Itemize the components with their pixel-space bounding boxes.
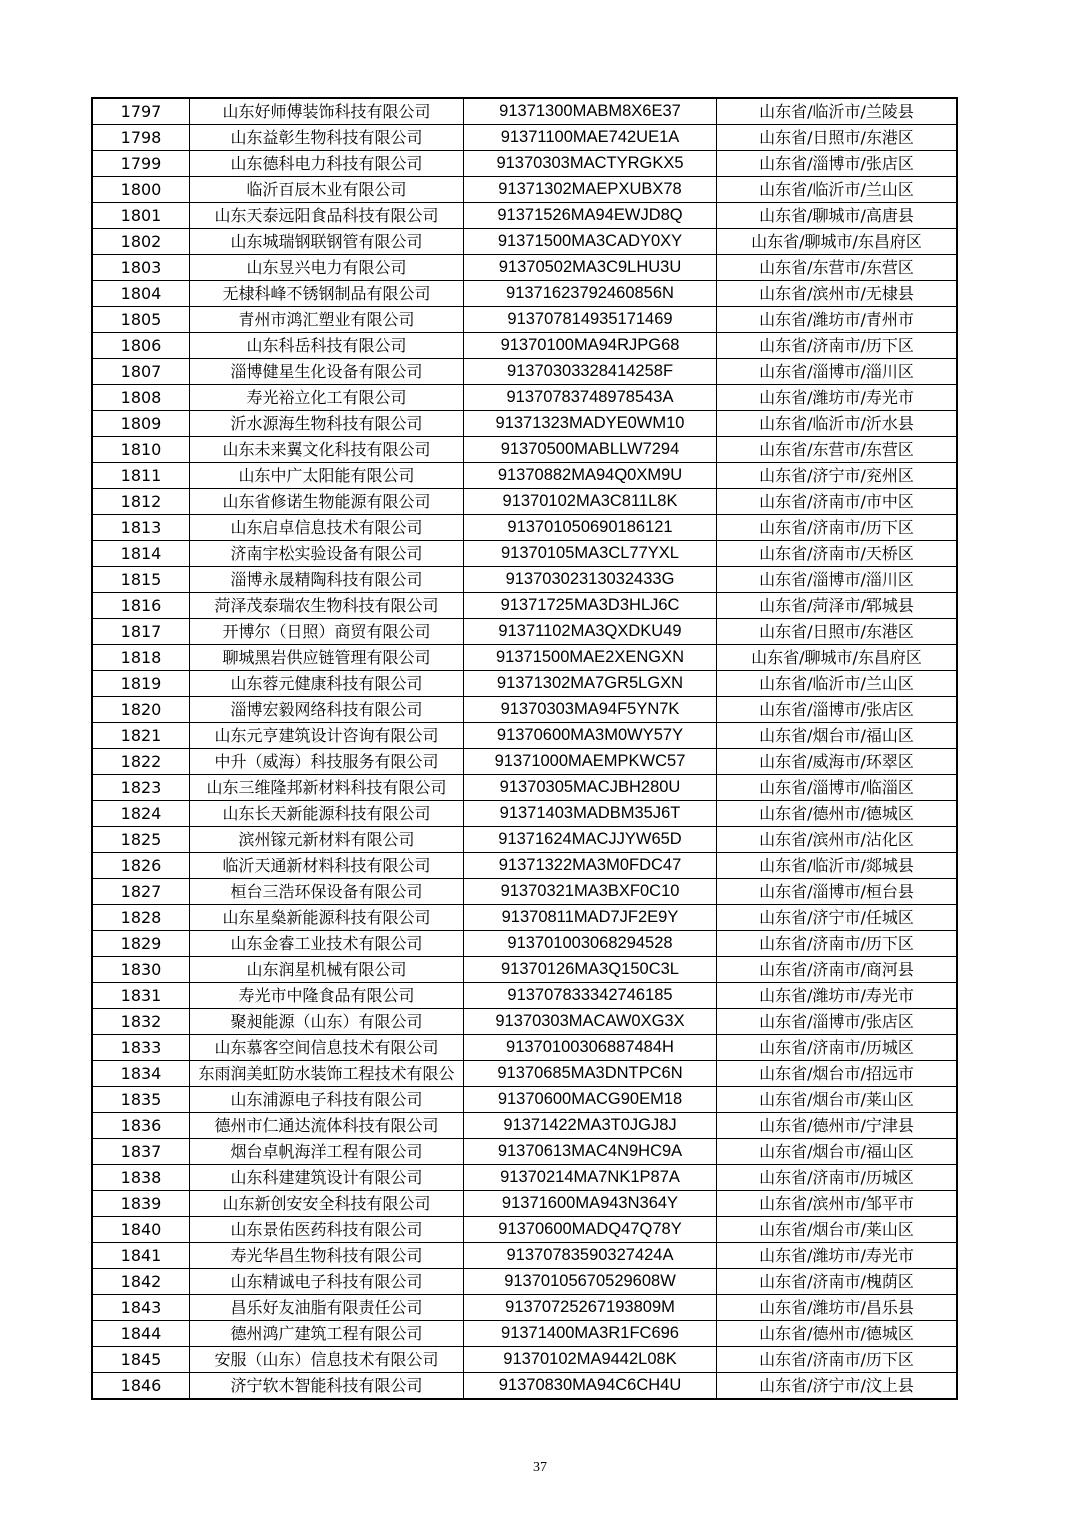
table-row xyxy=(92,853,957,879)
table-row xyxy=(92,1165,957,1191)
credit-code: 91370613MAC4N9HC9A xyxy=(464,1139,717,1165)
credit-code: 91370600MACG90EM18 xyxy=(464,1087,717,1113)
row-number: 1830 xyxy=(92,957,190,983)
credit-code: 913701050690186121 xyxy=(464,515,717,541)
company-name: 烟台卓帆海洋工程有限公司 xyxy=(190,1139,464,1165)
region: 山东省/潍坊市/寿光市 xyxy=(717,983,958,1009)
region: 山东省/威海市/环翠区 xyxy=(717,749,958,775)
row-number: 1842 xyxy=(92,1269,190,1295)
region: 山东省/潍坊市/青州市 xyxy=(717,307,958,333)
region: 山东省/临沂市/郯城县 xyxy=(717,853,958,879)
table-row xyxy=(92,931,957,957)
row-number: 1798 xyxy=(92,125,190,151)
credit-code: 91370105MA3CL77YXL xyxy=(464,541,717,567)
company-name: 山东好师傅装饰科技有限公司 xyxy=(190,98,464,125)
credit-code: 91370126MA3Q150C3L xyxy=(464,957,717,983)
table-row xyxy=(92,437,957,463)
company-name: 桓台三浩环保设备有限公司 xyxy=(190,879,464,905)
company-name: 山东精诚电子科技有限公司 xyxy=(190,1269,464,1295)
region: 山东省/济南市/历下区 xyxy=(717,931,958,957)
table-row xyxy=(92,281,957,307)
table-row xyxy=(92,749,957,775)
region: 山东省/济南市/天桥区 xyxy=(717,541,958,567)
credit-code: 91370685MA3DNTPC6N xyxy=(464,1061,717,1087)
region: 山东省/潍坊市/寿光市 xyxy=(717,385,958,411)
credit-code: 91370303328414258F xyxy=(464,359,717,385)
company-name: 临沂百辰木业有限公司 xyxy=(190,177,464,203)
region: 山东省/济宁市/汶上县 xyxy=(717,1373,958,1400)
company-name: 淄博永晟精陶科技有限公司 xyxy=(190,567,464,593)
row-number: 1797 xyxy=(92,98,190,125)
row-number: 1809 xyxy=(92,411,190,437)
table-row xyxy=(92,1087,957,1113)
credit-code: 91370302313032433G xyxy=(464,567,717,593)
row-number: 1818 xyxy=(92,645,190,671)
credit-code: 91370102MA3C811L8K xyxy=(464,489,717,515)
region: 山东省/临沂市/兰山区 xyxy=(717,671,958,697)
table-row xyxy=(92,1321,957,1347)
table-row xyxy=(92,177,957,203)
table-row xyxy=(92,645,957,671)
region: 山东省/德州市/宁津县 xyxy=(717,1113,958,1139)
company-name: 聚昶能源（山东）有限公司 xyxy=(190,1009,464,1035)
company-name: 山东城瑞钢联钢管有限公司 xyxy=(190,229,464,255)
region: 山东省/淄博市/淄川区 xyxy=(717,359,958,385)
credit-code: 91370321MA3BXF0C10 xyxy=(464,879,717,905)
company-name: 山东蓉元健康科技有限公司 xyxy=(190,671,464,697)
region: 山东省/淄博市/张店区 xyxy=(717,151,958,177)
table-row xyxy=(92,1035,957,1061)
table-row xyxy=(92,463,957,489)
company-name: 山东省修诺生物能源有限公司 xyxy=(190,489,464,515)
credit-code: 91370305MACJBH280U xyxy=(464,775,717,801)
credit-code: 91371500MAE2XENGXN xyxy=(464,645,717,671)
row-number: 1837 xyxy=(92,1139,190,1165)
region: 山东省/烟台市/招远市 xyxy=(717,1061,958,1087)
credit-code: 91370303MACTYRGKX5 xyxy=(464,151,717,177)
row-number: 1808 xyxy=(92,385,190,411)
credit-code: 91371400MA3R1FC696 xyxy=(464,1321,717,1347)
region: 山东省/菏泽市/郓城县 xyxy=(717,593,958,619)
row-number: 1806 xyxy=(92,333,190,359)
table-row xyxy=(92,983,957,1009)
table-row xyxy=(92,957,957,983)
region: 山东省/济南市/槐荫区 xyxy=(717,1269,958,1295)
credit-code: 91370882MA94Q0XM9U xyxy=(464,463,717,489)
row-number: 1838 xyxy=(92,1165,190,1191)
table-row xyxy=(92,307,957,333)
region: 山东省/滨州市/无棣县 xyxy=(717,281,958,307)
company-name: 寿光市中隆食品有限公司 xyxy=(190,983,464,1009)
table-row xyxy=(92,1373,957,1400)
credit-code: 91371725MA3D3HLJ6C xyxy=(464,593,717,619)
credit-code: 91371623792460856N xyxy=(464,281,717,307)
row-number: 1824 xyxy=(92,801,190,827)
table-row xyxy=(92,255,957,281)
region: 山东省/济南市/市中区 xyxy=(717,489,958,515)
row-number: 1802 xyxy=(92,229,190,255)
region: 山东省/烟台市/福山区 xyxy=(717,1139,958,1165)
region: 山东省/聊城市/东昌府区 xyxy=(717,229,958,255)
row-number: 1805 xyxy=(92,307,190,333)
company-name: 山东长天新能源科技有限公司 xyxy=(190,801,464,827)
region: 山东省/烟台市/莱山区 xyxy=(717,1087,958,1113)
region: 山东省/济宁市/任城区 xyxy=(717,905,958,931)
credit-code: 91370102MA9442L08K xyxy=(464,1347,717,1373)
credit-code: 91371526MA94EWJD8Q xyxy=(464,203,717,229)
row-number: 1814 xyxy=(92,541,190,567)
region: 山东省/济南市/商河县 xyxy=(717,957,958,983)
credit-code: 91371403MADBM35J6T xyxy=(464,801,717,827)
company-name: 山东润星机械有限公司 xyxy=(190,957,464,983)
table-row xyxy=(92,1347,957,1373)
credit-code: 91370214MA7NK1P87A xyxy=(464,1165,717,1191)
credit-code: 91371100MAE742UE1A xyxy=(464,125,717,151)
row-number: 1823 xyxy=(92,775,190,801)
company-name: 东雨润美虹防水装饰工程技术有限公 xyxy=(190,1061,464,1087)
row-number: 1828 xyxy=(92,905,190,931)
table-row xyxy=(92,359,957,385)
table-row xyxy=(92,1061,957,1087)
credit-code: 91370502MA3C9LHU3U xyxy=(464,255,717,281)
company-name: 寿光裕立化工有限公司 xyxy=(190,385,464,411)
row-number: 1829 xyxy=(92,931,190,957)
table-row xyxy=(92,827,957,853)
company-name: 无棣科峰不锈钢制品有限公司 xyxy=(190,281,464,307)
row-number: 1815 xyxy=(92,567,190,593)
credit-code: 91371302MA7GR5LGXN xyxy=(464,671,717,697)
row-number: 1836 xyxy=(92,1113,190,1139)
credit-code: 91370811MAD7JF2E9Y xyxy=(464,905,717,931)
credit-code: 91370783590327424A xyxy=(464,1243,717,1269)
credit-code: 91370500MABLLW7294 xyxy=(464,437,717,463)
credit-code: 91370725267193809M xyxy=(464,1295,717,1321)
company-name: 山东慕客空间信息技术有限公司 xyxy=(190,1035,464,1061)
table-row xyxy=(92,385,957,411)
company-name: 淄博健星生化设备有限公司 xyxy=(190,359,464,385)
company-name: 安服（山东）信息技术有限公司 xyxy=(190,1347,464,1373)
region: 山东省/济南市/历下区 xyxy=(717,333,958,359)
table-row xyxy=(92,879,957,905)
company-name: 山东益彰生物科技有限公司 xyxy=(190,125,464,151)
region: 山东省/滨州市/沾化区 xyxy=(717,827,958,853)
region: 山东省/烟台市/莱山区 xyxy=(717,1217,958,1243)
company-name: 山东未来翼文化科技有限公司 xyxy=(190,437,464,463)
company-name: 聊城黑岩供应链管理有限公司 xyxy=(190,645,464,671)
table-row xyxy=(92,98,957,125)
company-name: 山东浦源电子科技有限公司 xyxy=(190,1087,464,1113)
region: 山东省/聊城市/高唐县 xyxy=(717,203,958,229)
company-name: 山东星燊新能源科技有限公司 xyxy=(190,905,464,931)
table-row xyxy=(92,1243,957,1269)
row-number: 1839 xyxy=(92,1191,190,1217)
table-row xyxy=(92,775,957,801)
company-name: 菏泽茂泰瑞农生物科技有限公司 xyxy=(190,593,464,619)
row-number: 1831 xyxy=(92,983,190,1009)
row-number: 1813 xyxy=(92,515,190,541)
company-name: 临沂天通新材料科技有限公司 xyxy=(190,853,464,879)
table-row xyxy=(92,489,957,515)
table-row xyxy=(92,1009,957,1035)
region: 山东省/淄博市/张店区 xyxy=(717,697,958,723)
table-row xyxy=(92,411,957,437)
region: 山东省/济南市/历城区 xyxy=(717,1165,958,1191)
row-number: 1820 xyxy=(92,697,190,723)
table-row xyxy=(92,333,957,359)
credit-code: 91371000MAEMPKWC57 xyxy=(464,749,717,775)
company-name: 山东元亨建筑设计咨询有限公司 xyxy=(190,723,464,749)
row-number: 1822 xyxy=(92,749,190,775)
company-name: 寿光华昌生物科技有限公司 xyxy=(190,1243,464,1269)
row-number: 1845 xyxy=(92,1347,190,1373)
company-name: 淄博宏毅网络科技有限公司 xyxy=(190,697,464,723)
row-number: 1834 xyxy=(92,1061,190,1087)
credit-code: 91370600MADQ47Q78Y xyxy=(464,1217,717,1243)
region: 山东省/潍坊市/寿光市 xyxy=(717,1243,958,1269)
credit-code: 91371300MABM8X6E37 xyxy=(464,98,717,125)
table-row xyxy=(92,1191,957,1217)
credit-code: 91371322MA3M0FDC47 xyxy=(464,853,717,879)
credit-code: 91370783748978543A xyxy=(464,385,717,411)
table-row xyxy=(92,1295,957,1321)
company-name: 山东景佑医药科技有限公司 xyxy=(190,1217,464,1243)
credit-code: 91371422MA3T0JGJ8J xyxy=(464,1113,717,1139)
company-name: 沂水源海生物科技有限公司 xyxy=(190,411,464,437)
row-number: 1817 xyxy=(92,619,190,645)
company-name: 青州市鸿汇塑业有限公司 xyxy=(190,307,464,333)
page-number: 37 xyxy=(533,1460,547,1475)
region: 山东省/临沂市/兰陵县 xyxy=(717,98,958,125)
region: 山东省/济宁市/兖州区 xyxy=(717,463,958,489)
company-name: 山东中广太阳能有限公司 xyxy=(190,463,464,489)
row-number: 1816 xyxy=(92,593,190,619)
row-number: 1810 xyxy=(92,437,190,463)
table-row xyxy=(92,125,957,151)
company-table xyxy=(91,97,958,1400)
company-name: 山东启卓信息技术有限公司 xyxy=(190,515,464,541)
company-name: 山东三维隆邦新材料科技有限公司 xyxy=(190,775,464,801)
table-row xyxy=(92,697,957,723)
row-number: 1825 xyxy=(92,827,190,853)
row-number: 1801 xyxy=(92,203,190,229)
region: 山东省/日照市/东港区 xyxy=(717,125,958,151)
credit-code: 91371600MA943N364Y xyxy=(464,1191,717,1217)
table-row xyxy=(92,567,957,593)
table-row xyxy=(92,1217,957,1243)
region: 山东省/临沂市/沂水县 xyxy=(717,411,958,437)
credit-code: 91370105670529608W xyxy=(464,1269,717,1295)
row-number: 1819 xyxy=(92,671,190,697)
table-row xyxy=(92,541,957,567)
table-row xyxy=(92,619,957,645)
row-number: 1799 xyxy=(92,151,190,177)
row-number: 1812 xyxy=(92,489,190,515)
region: 山东省/烟台市/福山区 xyxy=(717,723,958,749)
company-list-sheet xyxy=(91,97,955,1400)
table-row xyxy=(92,1139,957,1165)
row-number: 1800 xyxy=(92,177,190,203)
credit-code: 91370100MA94RJPG68 xyxy=(464,333,717,359)
row-number: 1841 xyxy=(92,1243,190,1269)
table-row xyxy=(92,229,957,255)
company-name: 山东科岳科技有限公司 xyxy=(190,333,464,359)
row-number: 1832 xyxy=(92,1009,190,1035)
row-number: 1846 xyxy=(92,1373,190,1400)
credit-code: 91371500MA3CADY0XY xyxy=(464,229,717,255)
region: 山东省/淄博市/桓台县 xyxy=(717,879,958,905)
table-row xyxy=(92,671,957,697)
company-table-body xyxy=(92,98,957,1399)
company-name: 山东昱兴电力有限公司 xyxy=(190,255,464,281)
company-name: 德州市仁通达流体科技有限公司 xyxy=(190,1113,464,1139)
region: 山东省/滨州市/邹平市 xyxy=(717,1191,958,1217)
company-name: 开博尔（日照）商贸有限公司 xyxy=(190,619,464,645)
row-number: 1821 xyxy=(92,723,190,749)
credit-code: 913707833342746185 xyxy=(464,983,717,1009)
company-name: 山东天泰远阳食品科技有限公司 xyxy=(190,203,464,229)
row-number: 1804 xyxy=(92,281,190,307)
row-number: 1833 xyxy=(92,1035,190,1061)
company-name: 中升（威海）科技服务有限公司 xyxy=(190,749,464,775)
region: 山东省/济南市/历下区 xyxy=(717,515,958,541)
region: 山东省/淄博市/临淄区 xyxy=(717,775,958,801)
row-number: 1811 xyxy=(92,463,190,489)
table-row xyxy=(92,801,957,827)
company-name: 滨州镓元新材料有限公司 xyxy=(190,827,464,853)
region: 山东省/淄博市/张店区 xyxy=(717,1009,958,1035)
region: 山东省/聊城市/东昌府区 xyxy=(717,645,958,671)
row-number: 1807 xyxy=(92,359,190,385)
region: 山东省/临沂市/兰山区 xyxy=(717,177,958,203)
row-number: 1843 xyxy=(92,1295,190,1321)
region: 山东省/潍坊市/昌乐县 xyxy=(717,1295,958,1321)
credit-code: 91370303MA94F5YN7K xyxy=(464,697,717,723)
table-row xyxy=(92,515,957,541)
credit-code: 91370781493517146​9 xyxy=(464,307,717,333)
row-number: 1835 xyxy=(92,1087,190,1113)
credit-code: 91371323MADYE0WM10 xyxy=(464,411,717,437)
table-row xyxy=(92,151,957,177)
region: 山东省/淄博市/淄川区 xyxy=(717,567,958,593)
credit-code: 91370100306887484H xyxy=(464,1035,717,1061)
region: 山东省/东营市/东营区 xyxy=(717,255,958,281)
company-name: 济南宇松实验设备有限公司 xyxy=(190,541,464,567)
table-row xyxy=(92,203,957,229)
company-name: 济宁软木智能科技有限公司 xyxy=(190,1373,464,1400)
company-name: 昌乐好友油脂有限责任公司 xyxy=(190,1295,464,1321)
row-number: 1840 xyxy=(92,1217,190,1243)
table-row xyxy=(92,593,957,619)
region: 山东省/济南市/历下区 xyxy=(717,1347,958,1373)
row-number: 1844 xyxy=(92,1321,190,1347)
credit-code: 91370830MA94C6CH4U xyxy=(464,1373,717,1400)
table-row xyxy=(92,1113,957,1139)
company-name: 山东金睿工业技术有限公司 xyxy=(190,931,464,957)
credit-code: 91370303MACAW0XG3X xyxy=(464,1009,717,1035)
company-name: 德州鸿广建筑工程有限公司 xyxy=(190,1321,464,1347)
row-number: 1803 xyxy=(92,255,190,281)
region: 山东省/东营市/东营区 xyxy=(717,437,958,463)
row-number: 1826 xyxy=(92,853,190,879)
company-name: 山东科建建筑设计有限公司 xyxy=(190,1165,464,1191)
region: 山东省/济南市/历城区 xyxy=(717,1035,958,1061)
company-name: 山东德科电力科技有限公司 xyxy=(190,151,464,177)
row-number: 1827 xyxy=(92,879,190,905)
table-row xyxy=(92,723,957,749)
region: 山东省/日照市/东港区 xyxy=(717,619,958,645)
credit-code: 913701003068294528 xyxy=(464,931,717,957)
region: 山东省/德州市/德城区 xyxy=(717,1321,958,1347)
region: 山东省/德州市/德城区 xyxy=(717,801,958,827)
credit-code: 91371102MA3QXDKU49 xyxy=(464,619,717,645)
credit-code: 91370600MA3M0WY57Y xyxy=(464,723,717,749)
table-row xyxy=(92,1269,957,1295)
credit-code: 91371302MAEPXUBX78 xyxy=(464,177,717,203)
table-row xyxy=(92,905,957,931)
company-name: 山东新创安安全科技有限公司 xyxy=(190,1191,464,1217)
credit-code: 91371624MACJJYW65D xyxy=(464,827,717,853)
